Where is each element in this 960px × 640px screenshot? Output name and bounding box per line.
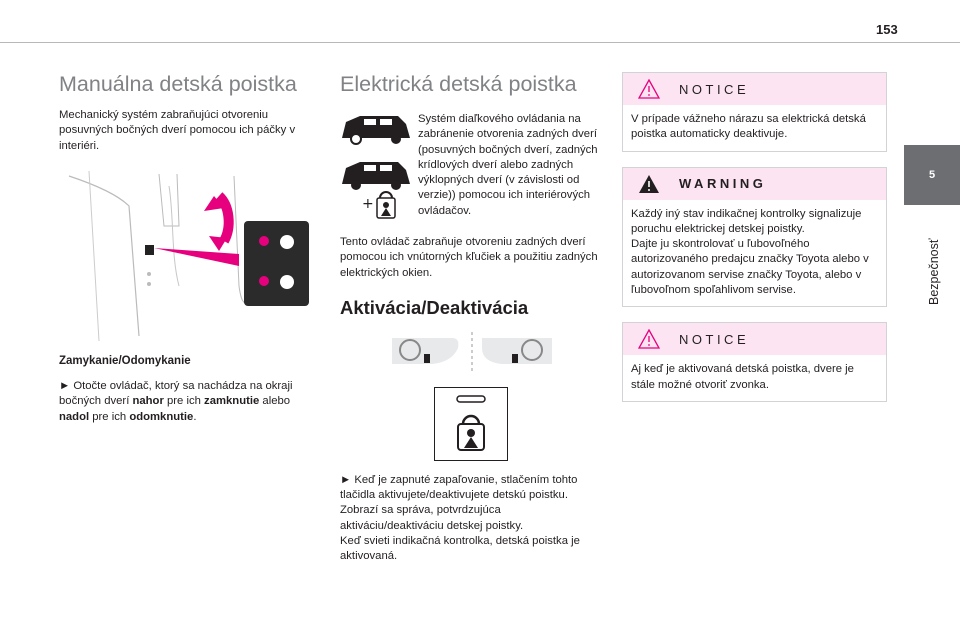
door-lock-illustration [59,166,314,346]
lock-subheading: Zamykanie/Odomykanie [59,354,191,367]
notice-title: NOTICE [679,81,750,97]
page-number: 153 [876,22,898,37]
svg-text:+: + [362,196,374,212]
warning-title: WARNING [679,176,767,192]
manual-lock-intro: Mechanický systém zabraňujúci otvoreniu posuvných bočných dverí pomocou ich páčky v interiéri. [59,109,296,152]
electric-lock-section [340,70,602,565]
notice-text: Aj keď je aktivovaná detská poistka, dvere je stále možné otvoriť zvonka. [631,363,854,391]
electric-lock-para: Tento ovládač zabraňuje otvoreniu zadných dverí pomocou ich vnútorných kľučiek a použitiu zadných elektrických okien. [340,236,598,279]
dashboard-illustration [392,332,602,377]
warning-triangle-icon [638,174,660,194]
activation-indicator: Keď svieti indikačná kontrolka, detská poistka je aktivovaná. [340,535,580,563]
warning-text-1: Každý iný stav indikačnej kontrolky signalizuje poruchu elektrickej detskej poistky. [631,207,862,235]
activation-heading: Aktivácia/Deaktivácia [340,296,529,318]
manual-lock-title: Manuálna detská poistka [59,72,297,96]
warning-box [622,167,887,308]
car-icon [342,116,410,144]
electric-lock-title: Elektrická detská poistka [340,72,577,96]
activation-instruction: ► Keď je zapnuté zapaľovanie, stlačením tohto tlačidla aktivujete/deaktivujete detskú poistku. [340,473,578,502]
vehicle-illustrations [340,112,418,227]
notice-box-1 [622,72,887,152]
child-lock-icon [362,192,395,218]
manual-lock-section [59,70,314,425]
notices-column [622,72,887,417]
header-rule [0,42,960,43]
notice-text: V prípade vážneho nárazu sa elektrická detská poistka automaticky deaktivuje. [631,113,866,141]
warning-text-2: Dajte ju skontrolovať u ľubovoľného autorizovaného predajcu značky Toyota alebo v autorizovanom servise značky Toyota, alebo v ľubovoľnom spoľahlivom servise. [631,238,869,297]
chapter-tab[interactable]: 5 [904,145,960,205]
warning-triangle-icon [638,329,660,349]
notice-title: NOTICE [679,331,750,347]
notice-box-2 [622,322,887,402]
lock-instruction: ► Otočte ovládač, ktorý sa nachádza na okraji bočných dverí nahor pre ich zamknutie alebo nadol pre ich odomknutie. [59,380,293,423]
chapter-label: Bezpečnosť [927,238,941,305]
warning-triangle-icon [638,79,660,99]
activation-message: Zobrazí sa správa, potvrdzujúca aktiváciu/deaktiváciu detskej poistky. [340,504,524,532]
vehicle-description: Systém diaľkového ovládania na zabránenie otvorenia zadných dverí (posuvných bočných dverí, zadných krídlových dverí alebo zadných výklopných dverí (v závislosti od verzie)) pomocou ich interiérových ovládačov. [418,113,598,217]
child-lock-button-illustration [434,387,508,461]
